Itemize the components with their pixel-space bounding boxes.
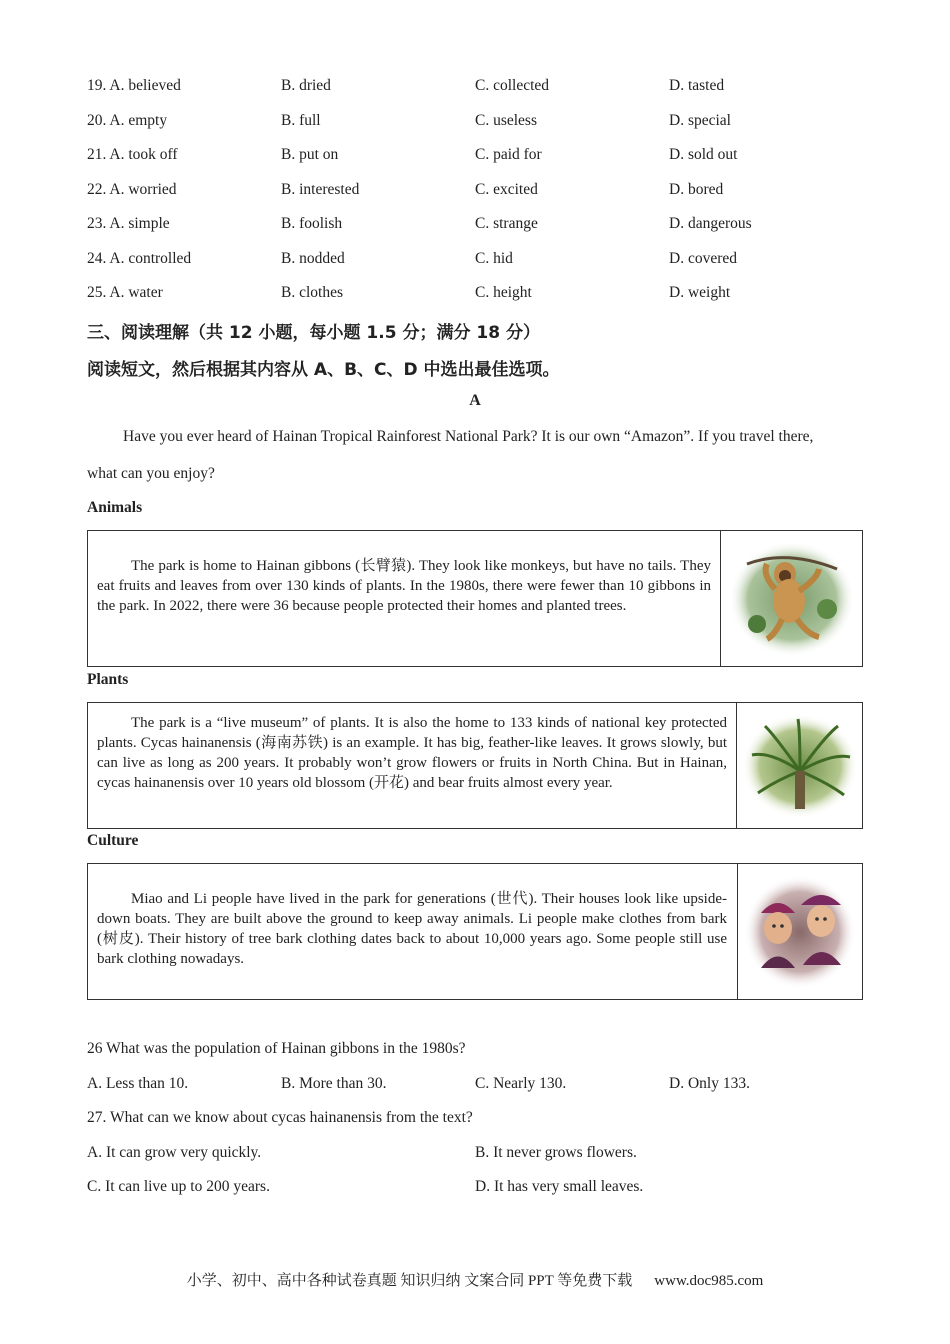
culture-text: Miao and Li people have lived in the park for generations (世代). Their houses look like upside-down boats. They are built above the ground to keep away animals. Li people make clothes from bark (树皮). Their history of tree bark clothing dates back to about 10,000 years ago. Some people still use bark clothing nowadays.: [97, 891, 727, 967]
option-c: C. hid: [475, 250, 513, 267]
plants-text: The park is a “live museum” of plants. It is also the home to 133 kinds of national key protected plants. Cycas hainanensis (海南苏铁) is an example. It has big, feather-like leaves. It grows slowly, but can live as long as 200 years. It probably won’t grow flowers or fruits in North China. But in Hainan, cycas hainanensis over 10 years old blossom (开花) and bear fruits almost every year.: [97, 715, 727, 791]
cycas-image: [737, 703, 862, 828]
section-label-plants: Plants: [87, 671, 129, 688]
footer-text: 小学、初中、高中各种试卷真题 知识归纳 文案合同 PPT 等免费下载: [186, 1273, 633, 1289]
option-d: D. Only 133.: [669, 1075, 750, 1092]
option-row: [87, 250, 867, 272]
option-a: 20. A. empty: [87, 112, 168, 129]
option-c: C. useless: [475, 112, 537, 129]
option-b: B. nodded: [281, 250, 345, 267]
option-b: B. clothes: [281, 284, 343, 301]
question-26: 26 What was the population of Hainan gibbons in the 1980s?: [87, 1040, 466, 1057]
passage-letter: A: [469, 392, 481, 409]
option-row: [87, 215, 867, 237]
option-row: [87, 112, 867, 134]
option-d: D. It has very small leaves.: [475, 1178, 644, 1195]
option-a: 21. A. took off: [87, 146, 178, 163]
option-a: 25. A. water: [87, 284, 163, 301]
option-row: [87, 146, 867, 168]
section-label-culture: Culture: [87, 832, 139, 849]
option-d: D. tasted: [669, 77, 725, 94]
question-27: 27. What can we know about cycas hainanensis from the text?: [87, 1109, 473, 1126]
option-d: D. bored: [669, 181, 724, 198]
li-people-image: [738, 864, 862, 999]
option-a: 24. A. controlled: [87, 250, 192, 267]
page-footer: [0, 1269, 950, 1290]
option-c: C. collected: [475, 77, 550, 94]
gibbon-image: [721, 531, 862, 666]
option-b: B. interested: [281, 181, 360, 198]
section-title: 三、阅读理解（共 12 小题，每小题 1.5 分；满分 18 分）: [87, 323, 540, 343]
passage-intro: Have you ever heard of Hainan Tropical Rainforest National Park? It is our own “Amazon”. If you travel there,: [123, 428, 814, 445]
option-c: C. excited: [475, 181, 538, 198]
option-c: C. paid for: [475, 146, 542, 163]
option-a: A. Less than 10.: [87, 1075, 189, 1092]
option-c: C. height: [475, 284, 532, 301]
plants-box: [87, 702, 863, 829]
option-c: C. Nearly 130.: [475, 1075, 567, 1092]
option-d: D. special: [669, 112, 731, 129]
option-a: 23. A. simple: [87, 215, 170, 232]
option-row: [87, 181, 867, 203]
question-27-options-row1: [87, 1144, 867, 1166]
option-row: [87, 284, 867, 306]
option-b: B. More than 30.: [281, 1075, 387, 1092]
option-b: B. dried: [281, 77, 331, 94]
option-a: A. It can grow very quickly.: [87, 1144, 262, 1161]
gibbon-illustration: [727, 539, 857, 659]
section-label-animals: Animals: [87, 499, 143, 516]
option-b: B. put on: [281, 146, 339, 163]
option-c: C. strange: [475, 215, 538, 232]
option-d: D. sold out: [669, 146, 738, 163]
passage-intro-continued: what can you enjoy?: [87, 465, 215, 482]
footer-site-link[interactable]: www.doc985.com: [654, 1273, 764, 1289]
option-a: 19. A. believed: [87, 77, 181, 94]
option-b: B. It never grows flowers.: [475, 1144, 637, 1161]
option-row: [87, 77, 867, 99]
cycas-illustration: [740, 711, 860, 821]
section-instruction: 阅读短文，然后根据其内容从 A、B、C、D 中选出最佳选项。: [87, 360, 560, 380]
option-d: D. weight: [669, 284, 731, 301]
option-d: D. covered: [669, 250, 737, 267]
question-26-options: [87, 1075, 867, 1097]
animals-text: The park is home to Hainan gibbons (长臂猿). They look like monkeys, but have no tails. They eat fruits and leaves from over 130 kinds of plants. In the 1980s, there were fewer than 10 gibbons in the park. In 2022, there were 36 because people protected their homes and planted trees.: [97, 558, 711, 614]
option-a: 22. A. worried: [87, 181, 177, 198]
question-27-options-row2: [87, 1178, 867, 1200]
culture-box: [87, 863, 863, 1000]
animals-box: [87, 530, 863, 667]
option-b: B. foolish: [281, 215, 343, 232]
li-people-illustration: [743, 873, 858, 991]
option-b: B. full: [281, 112, 321, 129]
option-d: D. dangerous: [669, 215, 752, 232]
option-c: C. It can live up to 200 years.: [87, 1178, 270, 1195]
